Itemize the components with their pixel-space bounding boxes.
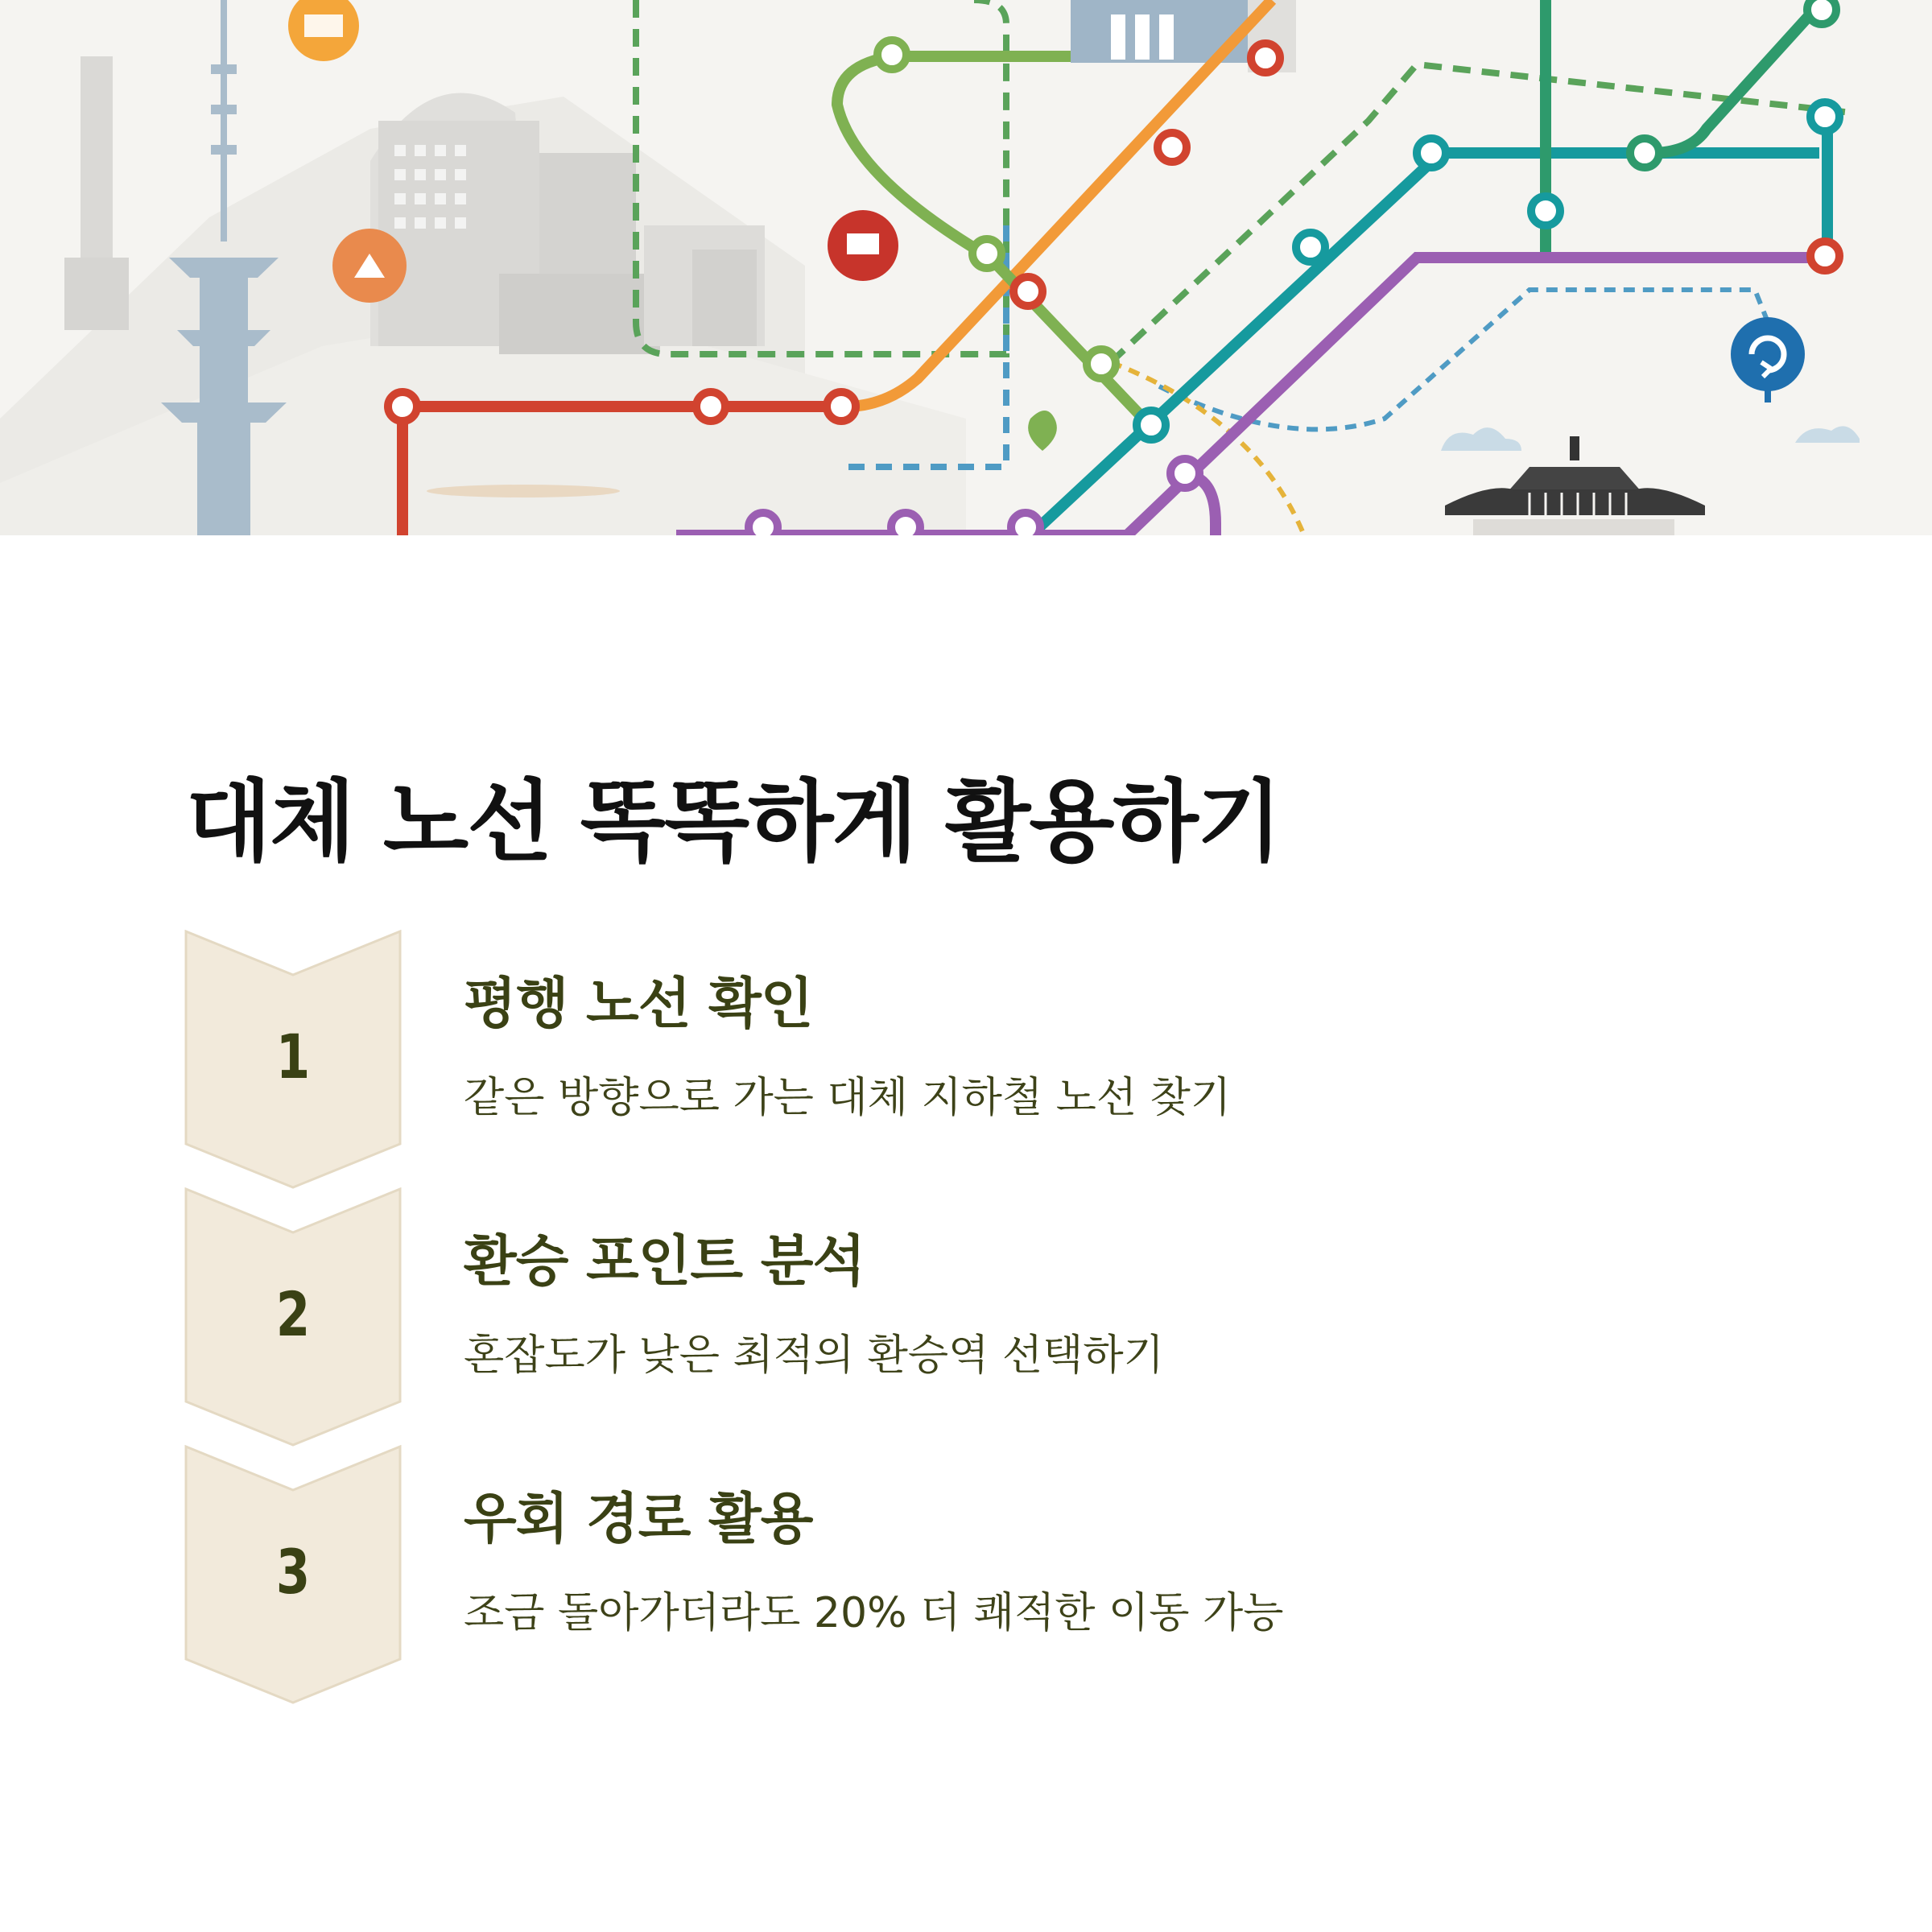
- subway-line-map: [0, 0, 1932, 535]
- step-description: 같은 방향으로 가는 대체 지하철 노선 찾기: [464, 1074, 1232, 1122]
- step-number: 2: [275, 1278, 311, 1350]
- step-title: 평행 노선 확인: [464, 972, 813, 1036]
- step-number: 3: [275, 1536, 311, 1608]
- step-number: 1: [275, 1021, 311, 1092]
- hero-illustration: [0, 0, 1932, 535]
- step-item-3: [0, 1445, 1932, 1703]
- step-description: 조금 돌아가더라도 20% 더 쾌적한 이동 가능: [464, 1589, 1284, 1637]
- step-description: 혼잡도가 낮은 최적의 환승역 선택하기: [464, 1331, 1164, 1380]
- step-item-1: [0, 930, 1932, 1187]
- step-title: 환승 포인트 분석: [464, 1230, 865, 1294]
- step-item-2: [0, 1187, 1932, 1445]
- step-title: 우회 경로 활용: [464, 1488, 813, 1551]
- page-title: 대체 노선 똑똑하게 활용하기: [186, 770, 1282, 873]
